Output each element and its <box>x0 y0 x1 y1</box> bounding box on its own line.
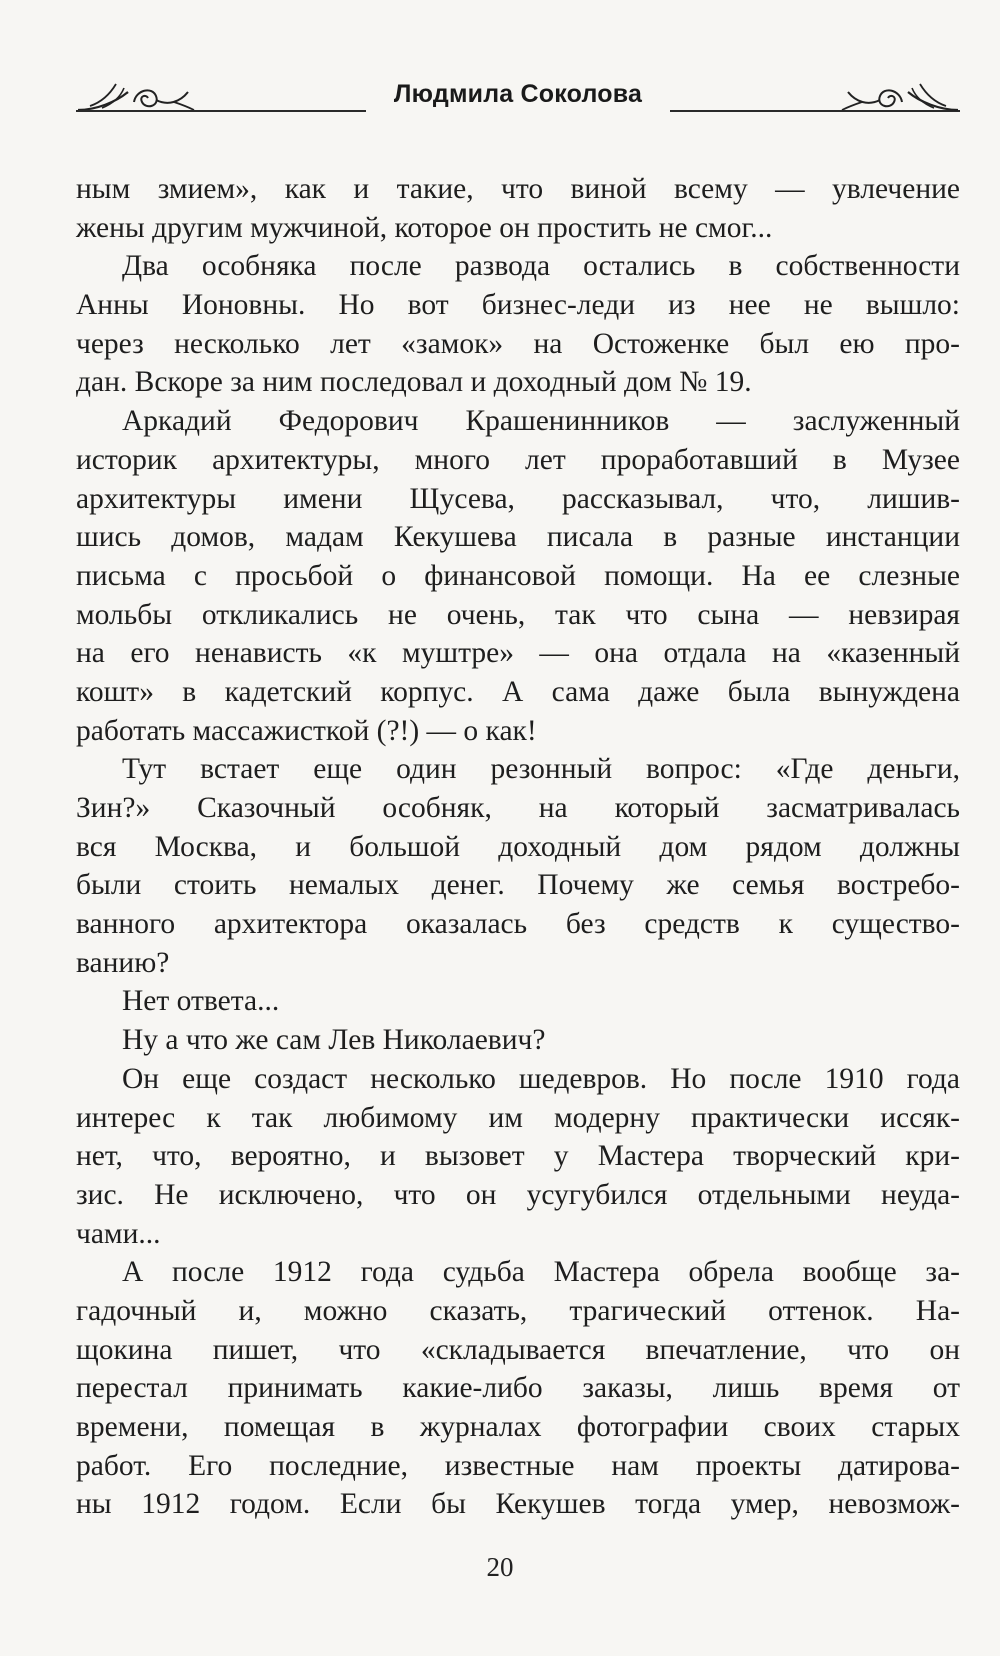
text-line: дан. Вскоре за ним последовал и доходный дом № 19. <box>76 366 752 399</box>
text-line: Он еще создаст несколько шедевров. Но после 1910 года <box>122 1062 960 1095</box>
text-line: жены другим мужчиной, которое он простить не смог... <box>76 211 773 244</box>
text-line: вся Москва, и большой доходный дом рядом должны <box>76 830 960 863</box>
body-text <box>76 170 960 1524</box>
flourish-ornament-icon <box>840 72 960 116</box>
text-line: через несколько лет «замок» на Остоженке был ею про- <box>76 327 960 360</box>
text-line: интерес к так любимому им модерну практически иссяк- <box>76 1101 960 1134</box>
text-line: историк архитектуры, много лет проработавший в Музее <box>76 443 960 476</box>
running-header <box>76 72 960 118</box>
text-line: перестал принимать какие-либо заказы, лишь время от <box>76 1372 960 1405</box>
text-line: Два особняка после развода остались в собственности <box>122 250 960 283</box>
text-line: чами... <box>76 1217 161 1250</box>
text-line: мольбы откликались не очень, так что сына — невзирая <box>76 598 960 631</box>
text-line: Анны Ионовны. Но вот бизнес-леди из нее не вышло: <box>76 289 960 322</box>
text-line: ным змием», как и такие, что виной всему — увлечение <box>76 173 960 205</box>
text-line: гадочный и, можно сказать, трагический оттенок. На- <box>76 1294 960 1327</box>
text-line: нет, что, вероятно, и вызовет у Мастера творческий кри- <box>76 1140 960 1173</box>
text-line: А после 1912 года судьба Мастера обрела вообще за- <box>122 1256 960 1289</box>
page-number: 20 <box>486 1552 514 1582</box>
text-line: ванного архитектора оказалась без средств к существо- <box>76 908 960 941</box>
text-line: Зин?» Сказочный особняк, на который засматривалась <box>76 792 960 824</box>
text-line: шись домов, мадам Кекушева писала в разные инстанции <box>76 521 960 554</box>
text-line: щокина пишет, что «складывается впечатление, что он <box>76 1333 960 1366</box>
text-line: зис. Не исключено, что он усугубился отдельными неуда- <box>76 1178 960 1211</box>
text-line: Нет ответа... <box>122 985 280 1018</box>
text-line: ны 1912 годом. Если бы Кекушев тогда умер, невозмож- <box>76 1488 960 1521</box>
text-line: Ну а что же сам Лев Николаевич? <box>122 1024 546 1057</box>
text-line: работать массажисткой (?!) — о как! <box>76 714 537 747</box>
text-line: времени, помещая в журналах фотографии своих старых <box>76 1411 960 1443</box>
header-rule-left <box>76 110 366 112</box>
header-author: Людмила Соколова <box>393 80 643 108</box>
text-line: были стоить немалых денег. Почему же семья востребо- <box>76 869 960 902</box>
text-line: работ. Его последние, известные нам проекты датирова- <box>76 1449 960 1482</box>
text-line: ванию? <box>76 946 170 979</box>
text-line: письма с просьбой о финансовой помощи. На ее слезные <box>76 559 960 592</box>
text-line: архитектуры имени Щусева, рассказывал, что, лишив- <box>76 482 960 515</box>
text-line: кошт» в кадетский корпус. А сама даже была вынуждена <box>76 675 960 708</box>
text-line: Аркадий Федорович Крашенинников — заслуженный <box>122 405 960 438</box>
text-line: на его ненависть «к муштре» — она отдала на «казенный <box>76 637 960 670</box>
text-line: Тут встает еще один резонный вопрос: «Где деньги, <box>122 753 960 786</box>
